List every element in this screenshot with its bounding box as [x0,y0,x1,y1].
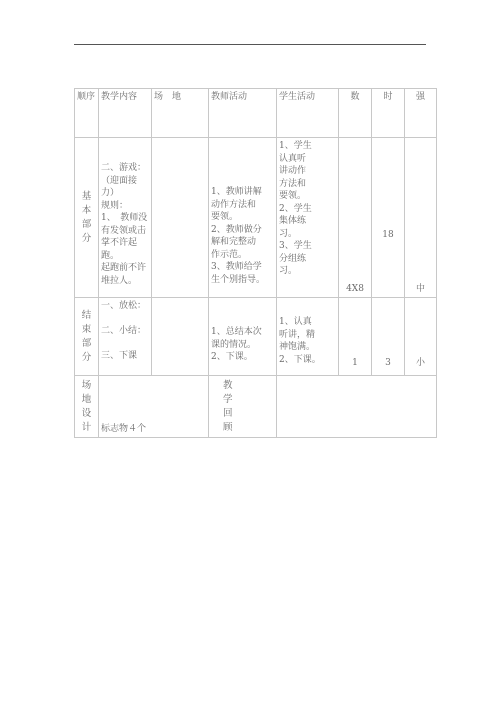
ending-section-label: 结 束 部 分 [75,298,99,376]
header-time: 时 [372,89,405,138]
header-venue: 场 地 [152,89,209,138]
basic-count: 4X8 [339,138,372,298]
ending-content: 一、放松： 二、小结： 三、下课 [99,298,152,376]
ending-section-row [75,298,437,376]
teaching-review-label: 教 学 回 顾 [209,376,277,438]
header-content: 教学内容 [99,89,152,138]
header-intensity: 强 [405,89,437,138]
lesson-plan-table [74,88,437,438]
header-row [75,89,437,138]
venue-design-label: 场 地 设 计 [75,376,99,438]
header-student-activity: 学生活动 [277,89,339,138]
header-teacher-activity: 教师活动 [209,89,277,138]
basic-section-label: 基 本 部 分 [75,138,99,298]
ending-intensity: 小 [405,298,437,376]
header-order: 顺序 [75,89,99,138]
basic-student-activity: 1、学生 认真听 讲动作 方法和 要领。 2、学生 集体练 习。 3、学生 分组练 习。 [277,138,339,298]
venue-design-content: 标志物４个 [99,376,209,438]
ending-teacher-activity: 1、总结本次 课的情况。 2、下课。 [209,298,277,376]
basic-venue [152,138,209,298]
basic-content: 二、游戏： （迎面接 力） 规则： 1、 教师没 有发领或击 掌不许起 跑。 起跑前不许 堆拉人。 [99,138,152,298]
ending-student-activity: 1、认真 听讲，精 神饱满。 2、下课。 [277,298,339,376]
basic-teacher-activity: 1、教师讲解 动作方法和 要领。 2、教师做分 解和完整动 作示范。 3、教师给学 生个别指导。 [209,138,277,298]
header-rule [74,44,426,45]
ending-count: 1 [339,298,372,376]
basic-intensity: 中 [405,138,437,298]
basic-time: 18 [372,138,405,298]
teaching-review-content [277,376,437,438]
ending-venue [152,298,209,376]
header-count: 数 [339,89,372,138]
basic-section-row [75,138,437,298]
ending-time: 3 [372,298,405,376]
venue-design-row [75,376,437,438]
